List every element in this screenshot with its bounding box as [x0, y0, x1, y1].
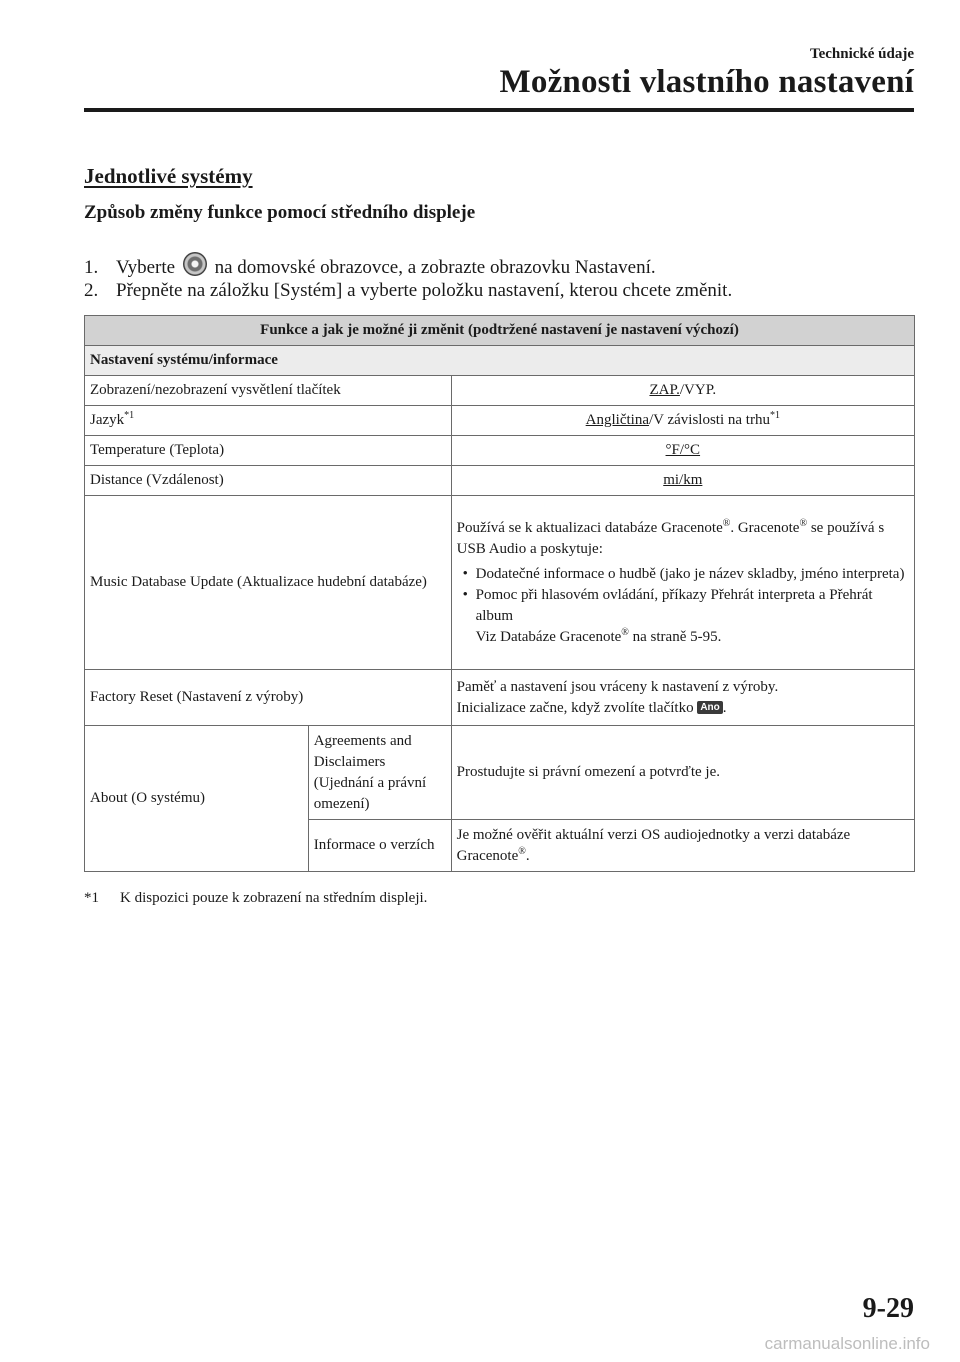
row-label-text: Jazyk [90, 412, 125, 428]
list-item: • Dodatečné informace o hudbě (jako je název skladby, jméno interpreta) [457, 564, 909, 585]
step-number: 1. [84, 257, 99, 278]
step-2 [84, 280, 732, 302]
table-header-row [85, 316, 915, 346]
row-value [451, 406, 914, 436]
footnote-ref: *1 [769, 410, 780, 421]
ano-button: Ano [697, 701, 722, 714]
row-label [85, 406, 452, 436]
row-value [451, 466, 914, 496]
row-value [451, 496, 914, 670]
list-item [457, 585, 909, 648]
default-value: ZAP. [649, 382, 680, 398]
row-label: Zobrazení/nezobrazení vysvětlení tlačítek [85, 376, 452, 406]
description-text: Je možné ověřit aktuální verzi OS audiojednotky a verzi databáze Gracenote [456, 826, 851, 864]
settings-gear-icon [183, 252, 207, 276]
step-text: Přepněte na záložku [Systém] a vyberte položku nastavení, kterou chcete změnit. [116, 280, 733, 301]
sub-row-label: Informace o verzích [308, 820, 451, 872]
header-divider [84, 108, 914, 112]
row-value [451, 436, 914, 466]
list-item-text: Pomoc při hlasovém ovládání, příkazy Přehrát interpreta a Přehrát album [475, 586, 873, 624]
description-text: Paměť a nastavení jsou vráceny k nastavení z výroby. [456, 678, 779, 695]
default-value: mi/km [663, 472, 703, 488]
table-row [85, 406, 915, 436]
description-text: Používá se k aktualizaci databáze Gracenote [456, 519, 723, 536]
step-1 [84, 252, 656, 279]
header-section-label: Technické údaje [809, 46, 914, 62]
sub-heading: Způsob změny funkce pomocí středního displeje [84, 202, 476, 223]
description-text: . Gracenote [730, 519, 800, 536]
table-category: Nastavení systému/informace [85, 346, 915, 376]
table-row [85, 376, 915, 406]
bullet-list [457, 564, 909, 648]
table-row [85, 726, 915, 820]
footnote-ref: *1 [124, 410, 135, 421]
description-text: . [722, 699, 727, 716]
table-row [85, 436, 915, 466]
description-text: . [525, 847, 530, 864]
registered-mark: ® [621, 626, 629, 638]
sub-row-label: Agreements and Disclaimers (Ujednání a právní omezení) [308, 726, 451, 820]
default-value: °F/°C [665, 442, 701, 458]
row-label: Factory Reset (Nastavení z výroby) [85, 670, 452, 726]
page-title: Možnosti vlastního nastavení [499, 64, 914, 100]
step-text: na domovské obrazovce, a zobrazte obrazovku Nastavení. [214, 257, 656, 278]
table-header: Funkce a jak je možné ji změnit (podtržené nastavení je nastavení výchozí) [85, 316, 915, 346]
row-label: About (O systému) [85, 726, 309, 872]
other-value: /VYP. [679, 382, 717, 398]
row-value [451, 376, 914, 406]
description-text: Inicializace začne, když zvolíte tlačítko [456, 699, 694, 716]
page-reference: na straně 5-95. [628, 628, 722, 645]
row-value [451, 820, 914, 872]
table-row [85, 670, 915, 726]
section-heading: Jednotlivé systémy [84, 164, 253, 188]
row-value [451, 670, 914, 726]
page-reference: Viz Databáze Gracenote [475, 628, 622, 645]
row-label: Music Database Update (Aktualizace hudební databáze) [85, 496, 452, 670]
watermark: carmanualsonline.info [764, 1334, 930, 1353]
step-text: Vyberte [116, 257, 176, 278]
table-row [85, 466, 915, 496]
footnote [84, 890, 427, 907]
row-label: Temperature (Teplota) [85, 436, 452, 466]
step-number: 2. [84, 280, 99, 301]
default-value: Angličtina [585, 412, 649, 428]
footnote-mark: *1 [84, 890, 99, 906]
footnote-text: K dispozici pouze k zobrazení na středním displeji. [120, 890, 428, 906]
description-text: se používá s USB Audio a poskytuje: [456, 519, 885, 557]
row-value: Prostudujte si právní omezení a potvrďte je. [451, 726, 914, 820]
table-row [85, 496, 915, 670]
registered-mark: ® [799, 517, 808, 529]
registered-mark: ® [722, 517, 731, 529]
page-number: 9-29 [862, 1293, 914, 1324]
settings-table [84, 315, 915, 872]
table-category-row [85, 346, 915, 376]
row-label: Distance (Vzdálenost) [85, 466, 452, 496]
registered-mark: ® [518, 845, 526, 857]
other-value: /V závislosti na trhu [648, 412, 770, 428]
